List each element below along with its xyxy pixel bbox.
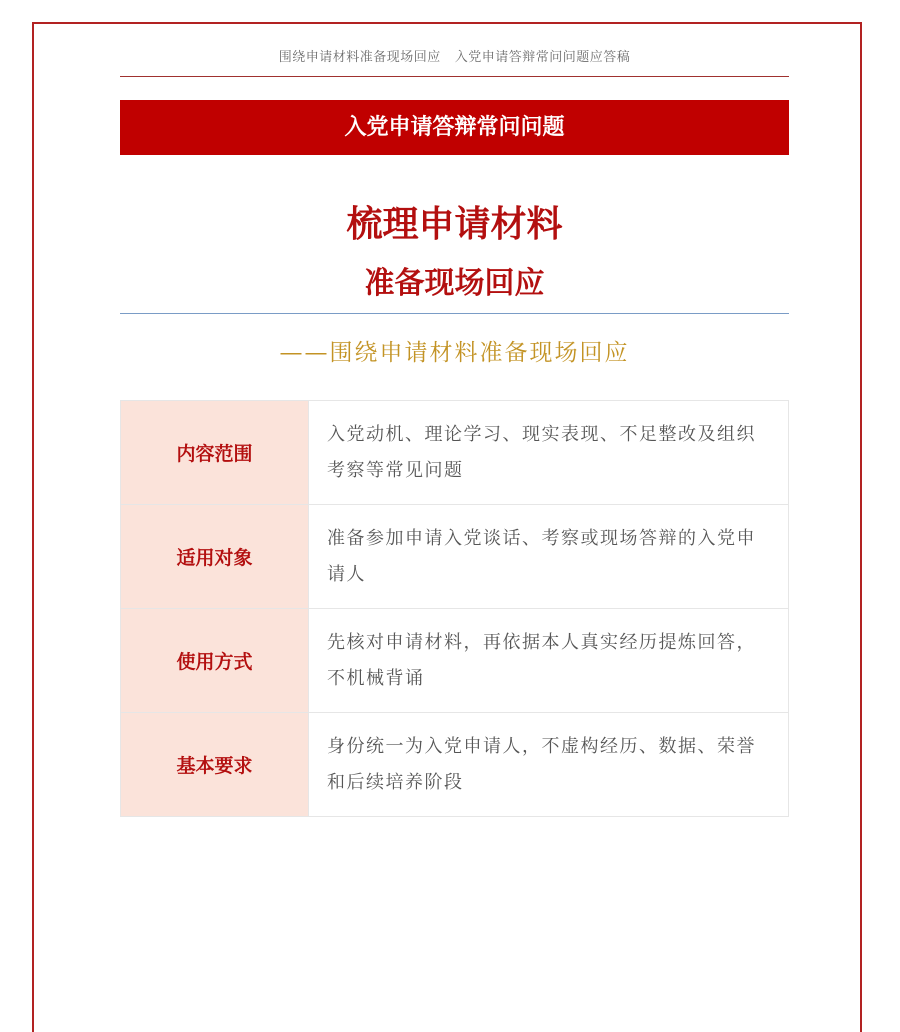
tagline: ——围绕申请材料准备现场回应 [279,340,630,366]
row-value: 先核对申请材料，再依据本人真实经历提炼回答，不机械背诵 [309,609,789,713]
running-header-left: 围绕申请材料准备现场回应 [278,50,441,65]
row-value: 入党动机、理论学习、现实表现、不足整改及组织考察等常见问题 [309,401,789,505]
row-label: 基本要求 [121,713,309,817]
sub-title: 准备现场回应 [364,266,545,301]
row-value: 身份统一为入党申请人，不虚构经历、数据、荣誉和后续培养阶段 [309,713,789,817]
table-row [121,505,789,609]
table-row [121,609,789,713]
row-value: 准备参加申请入党谈话、考察或现场答辩的入党申请人 [309,505,789,609]
info-table [120,400,789,817]
running-header [120,46,789,65]
table-row [121,713,789,817]
row-label: 适用对象 [121,505,309,609]
row-label: 使用方式 [121,609,309,713]
table-row [121,401,789,505]
title-divider [120,313,789,314]
main-title: 梳理申请材料 [346,204,563,245]
running-header-right: 入党申请答辩常问问题应答稿 [454,50,631,65]
row-label: 内容范围 [121,401,309,505]
section-banner: 入党申请答辩常问问题 [120,100,789,155]
header-divider [120,76,789,77]
